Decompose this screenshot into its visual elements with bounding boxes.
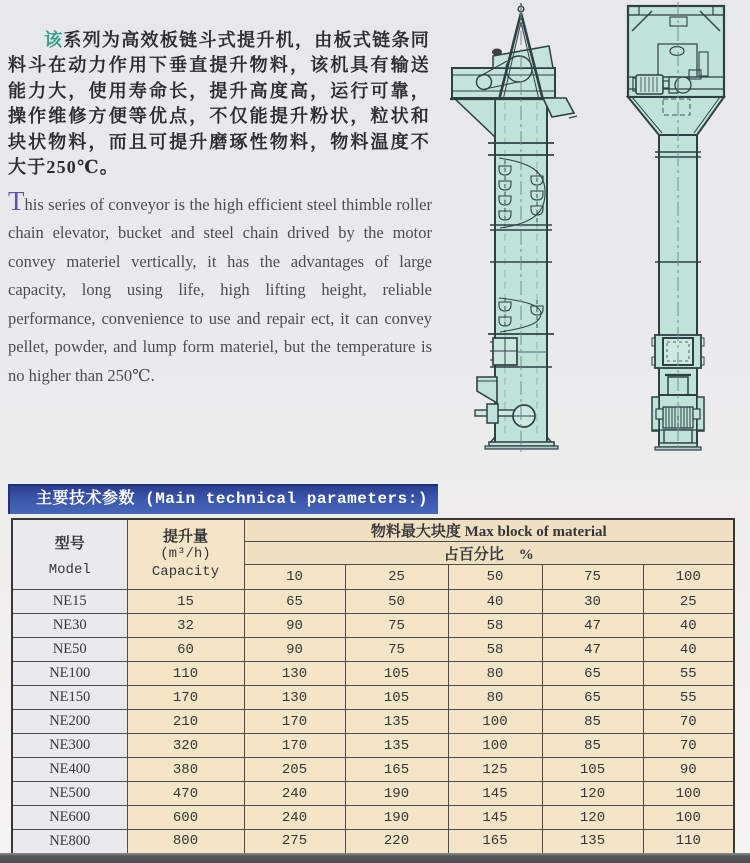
max-block-group-header: 物料最大块度 Max block of material <box>244 519 734 542</box>
value-cell: 70 <box>643 710 734 734</box>
intro-paragraph-chinese <box>8 28 430 180</box>
model-cell: NE150 <box>12 686 127 710</box>
table-row <box>12 734 734 758</box>
value-cell: 210 <box>127 710 244 734</box>
value-cell: 125 <box>448 758 542 782</box>
value-cell: 32 <box>127 614 244 638</box>
value-cell: 47 <box>542 638 643 662</box>
value-cell: 110 <box>127 662 244 686</box>
value-cell: 275 <box>244 830 345 854</box>
model-cell: NE300 <box>12 734 127 758</box>
percent-col-50: 50 <box>448 565 542 590</box>
value-cell: 40 <box>643 638 734 662</box>
percent-col-100: 100 <box>643 565 734 590</box>
value-cell: 70 <box>643 734 734 758</box>
value-cell: 135 <box>345 710 448 734</box>
model-cell: NE15 <box>12 590 127 614</box>
value-cell: 58 <box>448 638 542 662</box>
table-head-section <box>12 519 734 590</box>
table-row <box>12 686 734 710</box>
value-cell: 135 <box>542 830 643 854</box>
elevator-front-view-drawing <box>615 0 750 460</box>
value-cell: 100 <box>643 782 734 806</box>
model-header-en: Model <box>48 561 91 578</box>
value-cell: 55 <box>643 686 734 710</box>
value-cell: 105 <box>542 758 643 782</box>
chinese-intro-text: 系列为高效板链斗式提升机，由板式链条同料斗在动力作用下垂直提升物料，该机具有输送能力大，使用寿命长，提升高度高，运行可靠，操作维修方便等优点，不仅能提升粉状，粒状和块状物料，而且可提升磨琢性物料，物料温度不大于250℃。 <box>8 30 430 178</box>
model-cell: NE50 <box>12 638 127 662</box>
value-cell: 40 <box>448 590 542 614</box>
value-cell: 380 <box>127 758 244 782</box>
value-cell: 65 <box>542 662 643 686</box>
value-cell: 60 <box>127 638 244 662</box>
model-cell: NE800 <box>12 830 127 854</box>
table-row <box>12 782 734 806</box>
value-cell: 105 <box>345 686 448 710</box>
value-cell: 90 <box>244 638 345 662</box>
value-cell: 135 <box>345 734 448 758</box>
value-cell: 47 <box>542 614 643 638</box>
value-cell: 130 <box>244 686 345 710</box>
value-cell: 800 <box>127 830 244 854</box>
value-cell: 205 <box>244 758 345 782</box>
value-cell: 80 <box>448 662 542 686</box>
value-cell: 190 <box>345 782 448 806</box>
table-header-row-1 <box>12 519 734 542</box>
value-cell: 145 <box>448 806 542 830</box>
value-cell: 100 <box>448 710 542 734</box>
value-cell: 55 <box>643 662 734 686</box>
value-cell: 85 <box>542 734 643 758</box>
value-cell: 75 <box>345 614 448 638</box>
capacity-header-cell <box>127 519 244 590</box>
value-cell: 25 <box>643 590 734 614</box>
value-cell: 165 <box>345 758 448 782</box>
model-cell: NE500 <box>12 782 127 806</box>
value-cell: 30 <box>542 590 643 614</box>
parameters-table <box>11 518 735 855</box>
table-body <box>12 590 734 854</box>
percent-col-75: 75 <box>542 565 643 590</box>
value-cell: 240 <box>244 782 345 806</box>
chinese-lead-character: 该 <box>44 30 64 50</box>
value-cell: 40 <box>643 614 734 638</box>
value-cell: 75 <box>345 638 448 662</box>
value-cell: 65 <box>542 686 643 710</box>
table-row <box>12 638 734 662</box>
capacity-header-unit: (m³/h) <box>160 546 211 563</box>
model-cell: NE600 <box>12 806 127 830</box>
value-cell: 80 <box>448 686 542 710</box>
percent-col-10: 10 <box>244 565 345 590</box>
capacity-header-en: Capacity <box>151 563 220 580</box>
value-cell: 110 <box>643 830 734 854</box>
table-row <box>12 758 734 782</box>
value-cell: 15 <box>127 590 244 614</box>
value-cell: 170 <box>244 734 345 758</box>
capacity-header-zh: 提升量 <box>162 528 208 545</box>
english-lead-character: T <box>8 185 25 216</box>
value-cell: 470 <box>127 782 244 806</box>
value-cell: 240 <box>244 806 345 830</box>
value-cell: 190 <box>345 806 448 830</box>
model-cell: NE100 <box>12 662 127 686</box>
value-cell: 600 <box>127 806 244 830</box>
value-cell: 170 <box>127 686 244 710</box>
value-cell: 220 <box>345 830 448 854</box>
value-cell: 100 <box>643 806 734 830</box>
table-row <box>12 614 734 638</box>
value-cell: 165 <box>448 830 542 854</box>
value-cell: 90 <box>643 758 734 782</box>
value-cell: 130 <box>244 662 345 686</box>
section-title: 主要技术参数 (Main technical parameters:) <box>36 490 428 508</box>
percent-header: 占百分比 % <box>244 542 734 565</box>
percent-col-25: 25 <box>345 565 448 590</box>
value-cell: 120 <box>542 806 643 830</box>
table-row <box>12 806 734 830</box>
table-row <box>12 710 734 734</box>
model-cell: NE400 <box>12 758 127 782</box>
value-cell: 170 <box>244 710 345 734</box>
table-row <box>12 662 734 686</box>
table-row <box>12 830 734 854</box>
value-cell: 58 <box>448 614 542 638</box>
table-row <box>12 590 734 614</box>
value-cell: 320 <box>127 734 244 758</box>
value-cell: 90 <box>244 614 345 638</box>
value-cell: 50 <box>345 590 448 614</box>
page-bottom-edge <box>0 853 750 863</box>
value-cell: 145 <box>448 782 542 806</box>
model-cell: NE200 <box>12 710 127 734</box>
value-cell: 65 <box>244 590 345 614</box>
elevator-side-view-drawing <box>440 0 610 460</box>
value-cell: 120 <box>542 782 643 806</box>
model-header-zh: 型号 <box>54 535 85 552</box>
value-cell: 100 <box>448 734 542 758</box>
section-header-bar <box>8 484 438 514</box>
value-cell: 105 <box>345 662 448 686</box>
english-intro-text: his series of conveyor is the high efficient steel thimble roller chain elevator, bucket and steel chain drived by the motor convey materiel vertically, it has the advantages of large capacity, long using life, high lifting height, reliable performance, convenience to use and repair ect, it can convey pellet, powder, and lump form materiel, but the temperature is no higher than 250℃. <box>8 194 432 386</box>
model-cell: NE30 <box>12 614 127 638</box>
model-header-cell <box>12 519 127 590</box>
intro-paragraph-english <box>8 185 432 391</box>
value-cell: 85 <box>542 710 643 734</box>
